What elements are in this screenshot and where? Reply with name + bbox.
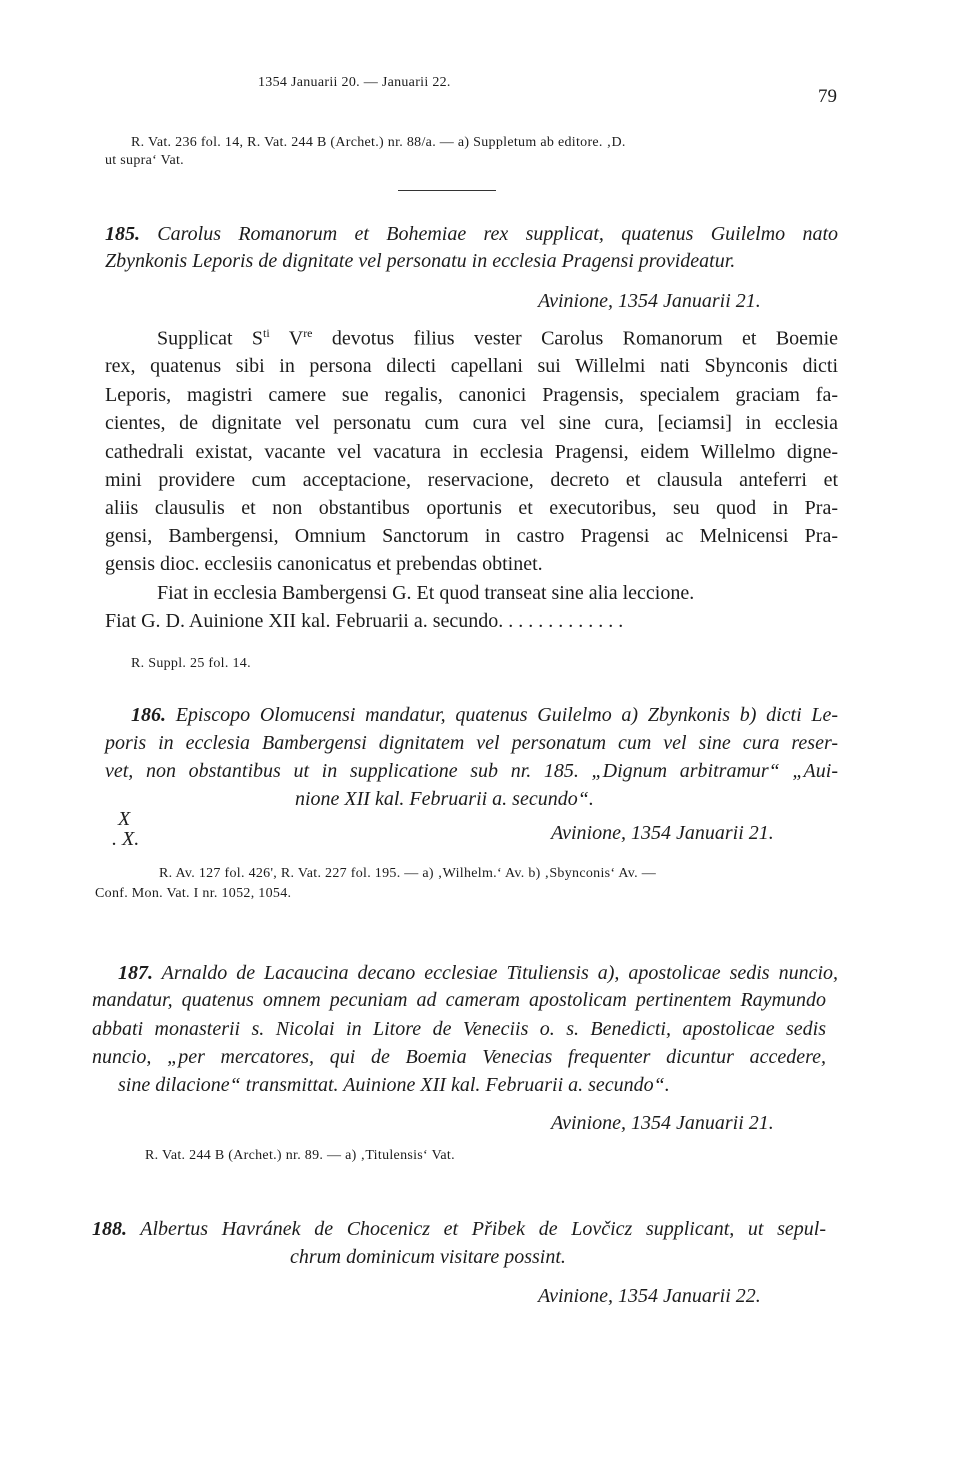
entry-185-text-line-5: cathedrali existat, vacante vel vacatura in ecclesia Pragensi, eidem Willelmo digne-	[105, 441, 838, 463]
entry-185-text-line-6: mini providere cum acceptacione, reservacione, decreto et clausula anteferri et	[105, 469, 838, 491]
entry-187-summary-line-4: nuncio, „per mercatores, qui de Boemia Venecias frequenter dicuntur accedere,	[92, 1046, 826, 1068]
running-title: 1354 Januarii 20. — Januarii 22.	[258, 75, 451, 90]
entry-185-text-line-2: rex, quatenus sibi in persona dilecti capellani sui Willelmi nati Sbynconis dicti	[105, 355, 838, 377]
entry-186-summary-line-3: vet, non obstantibus ut in supplicatione sub nr. 185. „Dignum arbitramur“ „Aui-	[105, 760, 838, 782]
entry-187-summary-line-2: mandatur, quatenus omnem pecuniam ad cameram apostolicam pertinentem Raymundo	[92, 989, 826, 1011]
text-v: V	[288, 327, 304, 350]
entry-188-summary-line-2: chrum dominicum visitare possint.	[290, 1246, 566, 1268]
entry-187-dateline: Avinione, 1354 Januarii 21.	[551, 1112, 774, 1134]
entry-185-summary-line-1	[105, 223, 838, 246]
entry-185-text-start: Supplicat S	[157, 327, 264, 350]
entry-185-summary-text-1: Carolus Romanorum et Bohemiae rex supplicat, quatenus Guilelmo nato	[157, 223, 839, 245]
top-note-line-1: R. Vat. 236 fol. 14, R. Vat. 244 B (Archet.) nr. 88/a. — a) Suppletum ab editore. ‚D.	[131, 135, 626, 150]
entry-185-text-line-3: Leporis, magistri camere sue regalis, canonici Pragensis, specialem graciam fa-	[105, 384, 838, 406]
section-divider	[398, 190, 496, 191]
entry-188-number: 188.	[92, 1218, 127, 1240]
entry-185-text-line-1	[157, 326, 838, 351]
page-number: 79	[818, 86, 837, 107]
entry-187-summary-text-1: Arnaldo de Lacaucina decano ecclesiae Tituliensis a), apostolicae sedis nuncio,	[161, 962, 839, 984]
entry-186-note-1: R. Av. 127 fol. 426', R. Vat. 227 fol. 195. — a) ‚Wilhelm.‘ Av. b) ‚Sbynconis‘ Av. —	[159, 866, 657, 881]
entry-185-note: R. Suppl. 25 fol. 14.	[131, 656, 251, 671]
entry-187-summary-line-5: sine dilacione“ transmittat. Auinione XII kal. Februarii a. secundo“.	[118, 1074, 670, 1096]
entry-185-text-line-9: gensis dioc. ecclesiis canonicatus et prebendas obtinet.	[105, 553, 543, 575]
entry-186-dateline: Avinione, 1354 Januarii 21.	[551, 822, 774, 844]
entry-185-fiat-1: Fiat in ecclesia Bambergensi G. Et quod transeat sine alia leccione.	[157, 582, 695, 604]
margin-mark-x: X	[118, 808, 131, 830]
entry-185-fiat-2: Fiat G. D. Auinione XII kal. Februarii a. secundo. . . . . . . . . . . . .	[105, 610, 624, 632]
entry-187-number: 187.	[118, 962, 153, 984]
entry-185-number: 185.	[105, 223, 140, 245]
entry-185-text-line-7: aliis clausulis et non obstantibus oportunis et executoribus, seu quod in Pra-	[105, 497, 838, 519]
entry-185-text-line-8: gensi, Bambergensi, Omnium Sanctorum in castro Pragensi ac Melnicensi Pra-	[105, 525, 838, 547]
entry-188-summary-line-1	[92, 1218, 826, 1241]
entry-187-note: R. Vat. 244 B (Archet.) nr. 89. — a) ‚Titulensis‘ Vat.	[145, 1148, 455, 1163]
entry-186-summary-line-1	[131, 704, 838, 727]
margin-mark-x-dotted: . X.	[112, 828, 140, 850]
entry-185-text-line-4: cientes, de dignitate vel personatu cum cura vel sine cura, [eciamsi] in ecclesia	[105, 412, 838, 434]
entry-188-dateline: Avinione, 1354 Januarii 22.	[538, 1285, 761, 1307]
entry-185-text-rest: devotus filius vester Carolus Romanorum et Boemie	[331, 327, 839, 350]
entry-186-note-2: Conf. Mon. Vat. I nr. 1052, 1054.	[95, 886, 292, 901]
entry-186-summary-text-1: Episcopo Olomucensi mandatur, quatenus Guilelmo a) Zbynkonis b) dicti Le-	[175, 704, 839, 726]
entry-187-summary-line-3: abbati monasterii s. Nicolai in Litore de Veneciis o. s. Benedicti, apostolicae sedis	[92, 1018, 826, 1040]
entry-185-summary-line-2: Zbynkonis Leporis de dignitate vel personatu in ecclesia Pragensi provideatur.	[105, 250, 736, 272]
entry-188-summary-text-1: Albertus Havránek de Chocenicz et Přibek de Lovčicz supplicant, ut sepul-	[140, 1218, 826, 1240]
superscript-ti: ti	[263, 326, 270, 340]
superscript-re: re	[303, 326, 313, 340]
entry-186-number: 186.	[131, 704, 166, 726]
top-note-line-2: ut supra‘ Vat.	[105, 153, 184, 168]
entry-186-summary-line-2: poris in ecclesia Bambergensi dignitatem vel personatum cum vel sine cura reser-	[105, 732, 838, 754]
entry-187-summary-line-1	[118, 962, 838, 985]
entry-185-dateline: Avinione, 1354 Januarii 21.	[538, 290, 761, 312]
entry-186-summary-line-4: nione XII kal. Februarii a. secundo“.	[295, 788, 594, 810]
